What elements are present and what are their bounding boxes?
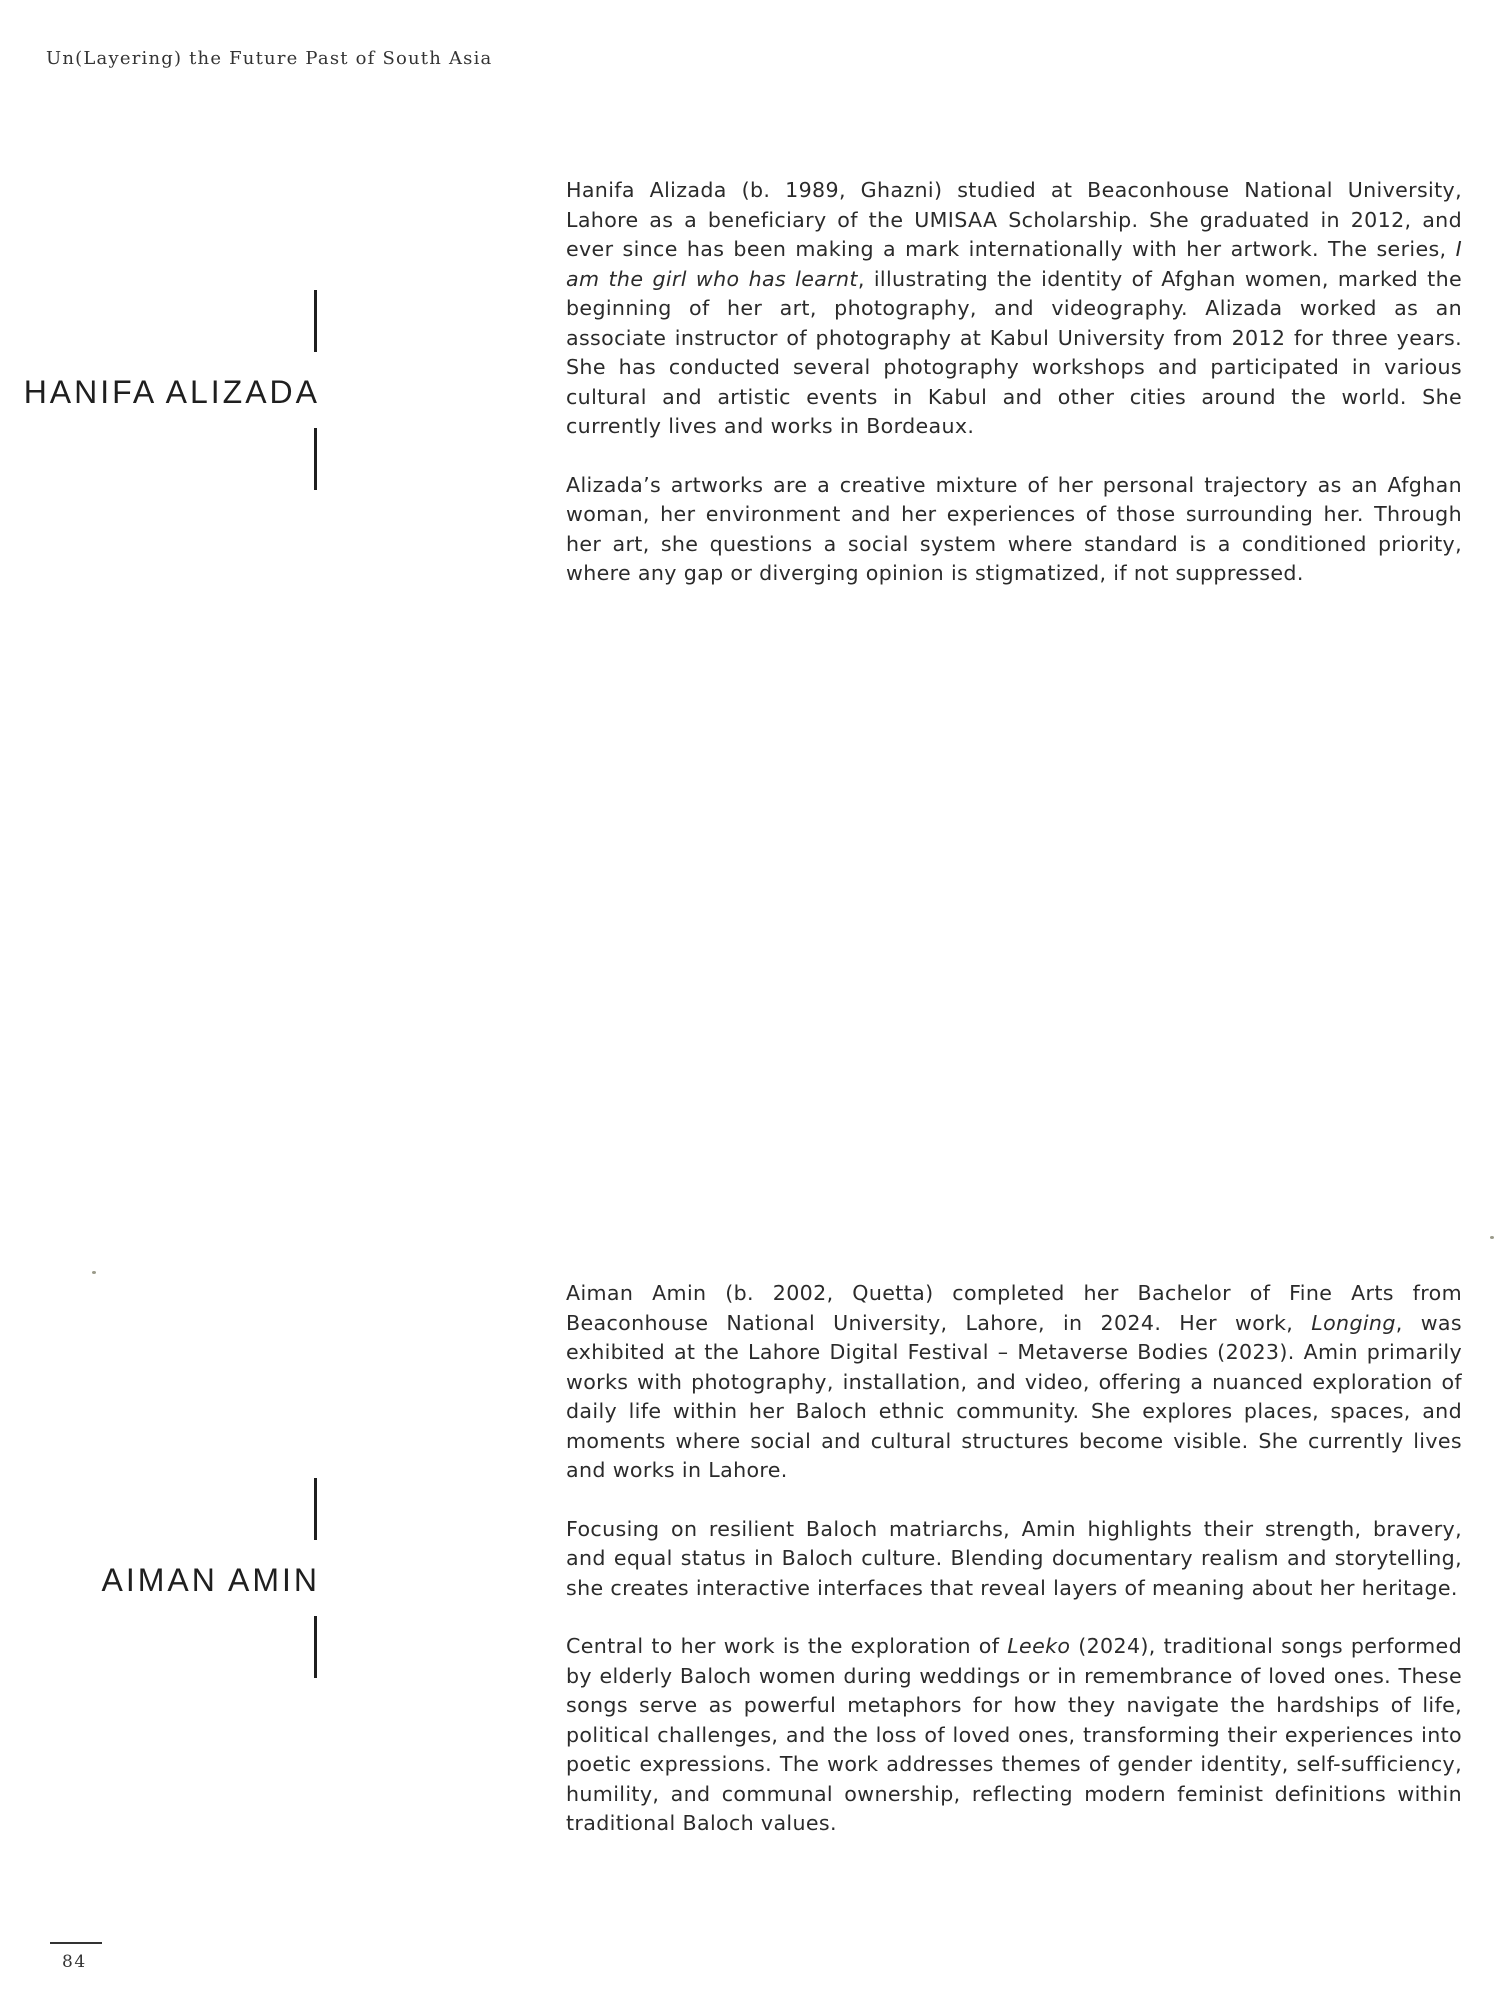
artist-name-aiman-amin: AIMAN AMIN	[101, 1562, 320, 1598]
bio-paragraph	[566, 1279, 1462, 1486]
bio-paragraph	[566, 471, 1462, 589]
bio-paragraph	[566, 176, 1462, 442]
running-header: Un(Layering) the Future Past of South Asia	[46, 48, 493, 69]
bio-text: Alizada’s artworks are a creative mixture of her personal trajectory as an Afghan woman, her environment and her experiences of those surrounding her. Through her art, she questions a social system where standard is a conditioned priority, where any gap or diverging opinion is stigmatized, if not suppressed.	[566, 472, 1462, 585]
artwork-title: Leeko	[1007, 1634, 1071, 1658]
name-rule-bottom	[314, 1616, 317, 1678]
scan-speck	[92, 1271, 96, 1274]
bio-text: Hanifa Alizada (b. 1989, Ghazni) studied at Beaconhouse National University, Lahore as a beneficiary of the UMISAA Scholarship. She graduated in 2012, and ever since has been making a mark internationally with her artwork. The series,	[566, 178, 1462, 261]
bio-text: , was exhibited at the Lahore Digital Festival – Metaverse Bodies (2023). Amin primarily works with photography, installation, and video, offering a nuanced exploration of daily life within her Baloch ethnic community. She explores places, spaces, and moments where social and cultural structures become visible. She currently lives and works in Lahore.	[566, 1310, 1462, 1482]
scan-speck	[1490, 1236, 1494, 1239]
artist-bio	[566, 176, 1462, 618]
footer-rule	[50, 1942, 102, 1944]
bio-text: Aiman Amin (b. 2002, Quetta) completed her Bachelor of Fine Arts from Beaconhouse National University, Lahore, in 2024. Her work,	[566, 1281, 1462, 1335]
artist-bio	[566, 1279, 1462, 1868]
name-rule-bottom	[314, 428, 317, 490]
bio-text: Focusing on resilient Baloch matriarchs, Amin highlights their strength, bravery, and equal status in Baloch culture. Blending documentary realism and storytelling, she creates interactive interfaces that reveal layers of meaning about her heritage.	[566, 1516, 1462, 1600]
name-rule-top	[314, 1478, 317, 1540]
artwork-title: Longing	[1311, 1310, 1396, 1335]
artwork-title: I am the girl who has learnt	[566, 237, 1462, 291]
artist-name-hanifa-alizada: HANIFA ALIZADA	[23, 374, 320, 410]
page-number: 84	[62, 1952, 87, 1972]
bio-paragraph	[566, 1515, 1462, 1604]
bio-text: (2024), traditional songs performed by elderly Baloch women during weddings or in remembrance of loved ones. These songs serve as powerful metaphors for how they navigate the hardships of life, political challenges, and the loss of loved ones, transforming their experiences into poetic expressions. The work addresses themes of gender identity, self-sufficiency, humility, and communal ownership, reflecting modern feminist definitions within traditional Baloch values.	[566, 1634, 1463, 1835]
bio-text: Central to her work is the exploration of	[566, 1634, 1008, 1658]
bio-paragraph	[566, 1632, 1462, 1839]
name-rule-top	[314, 290, 317, 352]
bio-text: , illustrating the identity of Afghan women, marked the beginning of her art, photography, and videography. Alizada worked as an associate instructor of photography at Kabul University from 2012 for three years. She has conducted several photography workshops and participated in various cultural and artistic events in Kabul and other cities around the world. She currently lives and works in Bordeaux.	[566, 266, 1462, 438]
